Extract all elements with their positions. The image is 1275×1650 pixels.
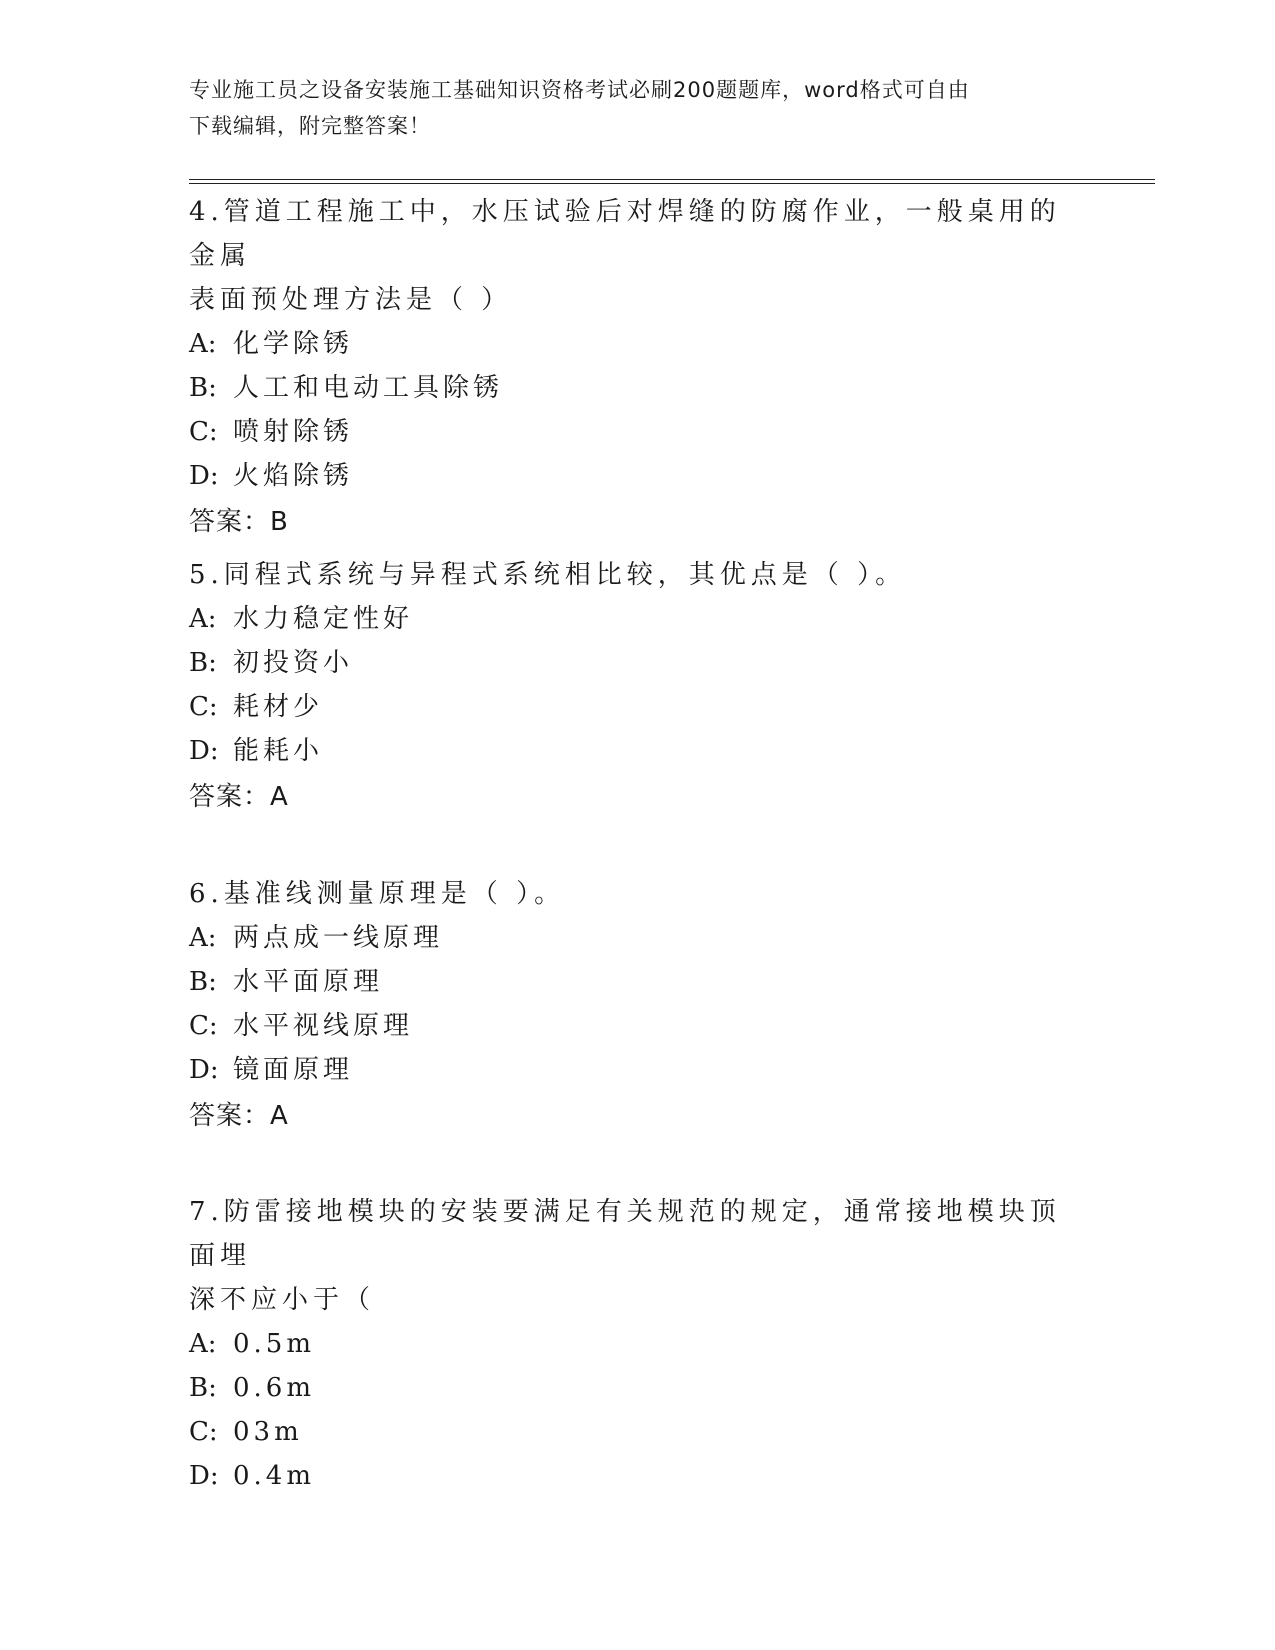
question-text-line: 6.基准线测量原理是（ ）。 bbox=[189, 879, 566, 909]
option-text: 03m bbox=[233, 1417, 303, 1447]
answer-line: 答案：A bbox=[189, 782, 289, 812]
option-letter: D: bbox=[189, 1461, 219, 1491]
option-letter: B: bbox=[189, 648, 217, 678]
option-letter: C: bbox=[189, 1417, 218, 1447]
answer-line: 答案：A bbox=[189, 1101, 289, 1131]
option-text: 0.6m bbox=[233, 1373, 316, 1403]
option-letter: B: bbox=[189, 1373, 217, 1403]
option-a bbox=[189, 1322, 1089, 1366]
option-a bbox=[189, 322, 1089, 366]
option-b bbox=[189, 366, 1089, 410]
option-letter: D: bbox=[189, 736, 219, 766]
option-d bbox=[189, 1454, 1089, 1498]
option-b bbox=[189, 960, 1089, 1004]
option-d bbox=[189, 454, 1089, 498]
option-text: 两点成一线原理 bbox=[233, 923, 444, 953]
question-6 bbox=[189, 872, 1089, 1138]
option-letter: D: bbox=[189, 1055, 219, 1085]
header-line-1: 专业施工员之设备安装施工基础知识资格考试必刷200题题库，word格式可自由 bbox=[189, 78, 970, 102]
option-text: 火焰除锈 bbox=[233, 461, 354, 491]
option-text: 水力稳定性好 bbox=[233, 604, 414, 634]
header-divider-bottom bbox=[189, 183, 1155, 184]
document-header bbox=[189, 72, 1089, 144]
option-text: 化学除锈 bbox=[233, 329, 354, 359]
option-b bbox=[189, 1366, 1089, 1410]
option-a bbox=[189, 597, 1089, 641]
option-d bbox=[189, 1048, 1089, 1092]
question-text-line: 5.同程式系统与异程式系统相比较，其优点是（ ）。 bbox=[189, 560, 907, 590]
option-text: 0.4m bbox=[233, 1461, 316, 1491]
option-letter: C: bbox=[189, 692, 218, 722]
option-c bbox=[189, 685, 1089, 729]
header-divider-top bbox=[189, 179, 1155, 180]
header-line-2: 下载编辑，附完整答案！ bbox=[189, 114, 431, 138]
option-text: 镜面原理 bbox=[233, 1055, 354, 1085]
question-text-line: 表面预处理方法是（ ） bbox=[189, 285, 513, 315]
option-letter: A: bbox=[189, 923, 217, 953]
option-text: 初投资小 bbox=[233, 648, 354, 678]
option-text: 水平视线原理 bbox=[233, 1011, 414, 1041]
question-text-line: 深不应小于（ bbox=[189, 1285, 376, 1315]
option-letter: B: bbox=[189, 967, 217, 997]
option-text: 人工和电动工具除锈 bbox=[233, 373, 504, 403]
option-letter: A: bbox=[189, 1329, 217, 1359]
option-letter: D: bbox=[189, 461, 219, 491]
option-letter: A: bbox=[189, 329, 217, 359]
option-letter: B: bbox=[189, 373, 217, 403]
option-text: 0.5m bbox=[233, 1329, 316, 1359]
option-text: 喷射除锈 bbox=[233, 417, 354, 447]
option-text: 耗材少 bbox=[233, 692, 324, 722]
option-c bbox=[189, 1004, 1089, 1048]
option-c bbox=[189, 1410, 1089, 1454]
question-text-line: 7.防雷接地模块的安装要满足有关规范的规定，通常接地模块顶面埋 bbox=[189, 1197, 1061, 1271]
option-letter: A: bbox=[189, 604, 217, 634]
option-text: 能耗小 bbox=[233, 736, 324, 766]
option-d bbox=[189, 729, 1089, 773]
answer-line: 答案：B bbox=[189, 507, 289, 537]
option-letter: C: bbox=[189, 417, 218, 447]
question-4 bbox=[189, 190, 1089, 544]
option-letter: C: bbox=[189, 1011, 218, 1041]
question-text-line: 4.管道工程施工中，水压试验后对焊缝的防腐作业，一般桌用的金属 bbox=[189, 197, 1061, 271]
option-b bbox=[189, 641, 1089, 685]
option-a bbox=[189, 916, 1089, 960]
question-7 bbox=[189, 1190, 1089, 1498]
question-5 bbox=[189, 553, 1089, 819]
option-c bbox=[189, 410, 1089, 454]
option-text: 水平面原理 bbox=[233, 967, 384, 997]
